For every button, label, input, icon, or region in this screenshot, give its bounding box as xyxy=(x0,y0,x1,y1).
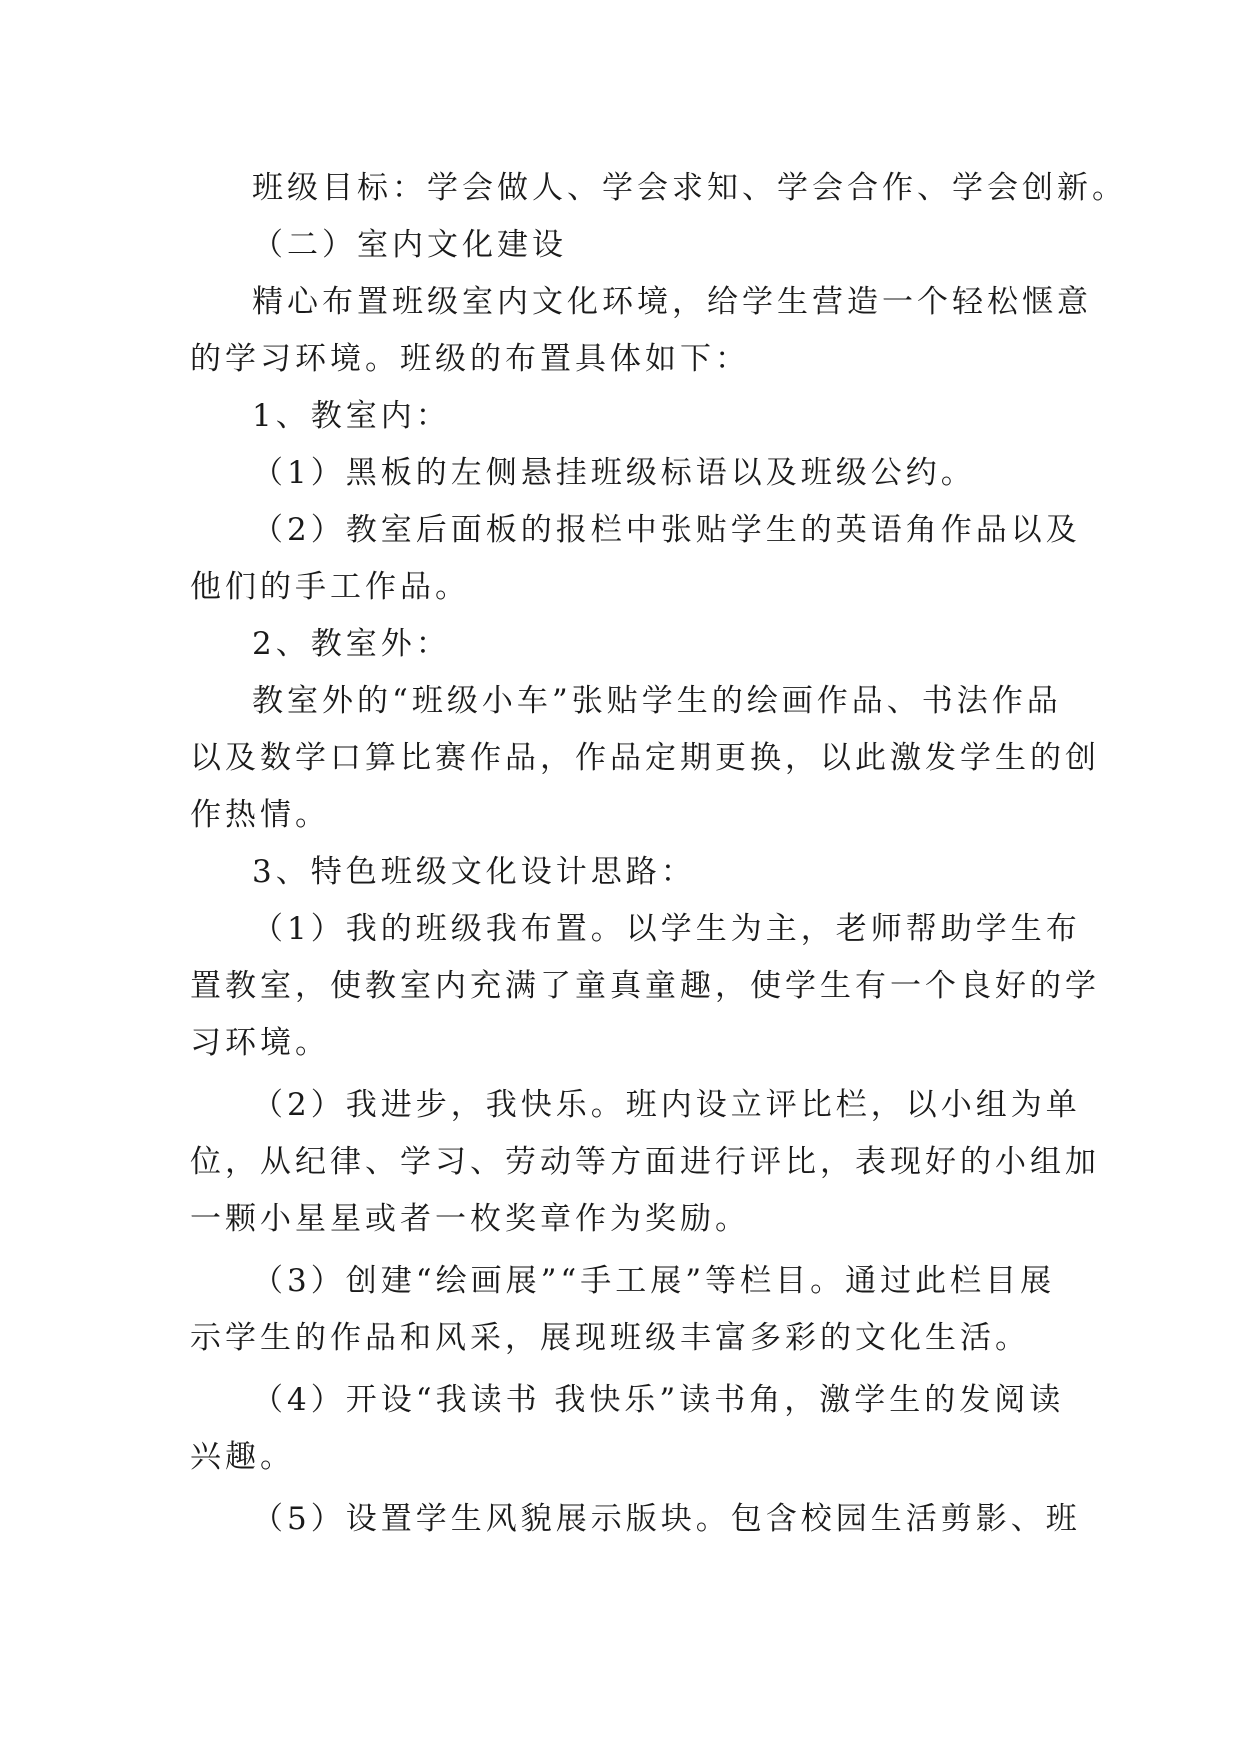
paragraph-line: 兴趣。 xyxy=(190,1439,295,1475)
section-heading: （二）室内文化建设 xyxy=(252,227,567,263)
list-item: （1）我的班级我布置。以学生为主，老师帮助学生布 xyxy=(252,911,1081,947)
paragraph-line: 的学习环境。班级的布置具体如下： xyxy=(190,341,750,377)
list-heading: 2、教室外： xyxy=(252,626,451,662)
paragraph-line: 示学生的作品和风采，展现班级丰富多彩的文化生活。 xyxy=(190,1320,1030,1356)
paragraph-line: 班级目标：学会做人、学会求知、学会合作、学会创新。 xyxy=(252,170,1127,206)
list-item: （5）设置学生风貌展示版块。包含校园生活剪影、班 xyxy=(252,1501,1081,1537)
paragraph-line: 作热情。 xyxy=(190,797,330,833)
paragraph-line: 教室外的“班级小车”张贴学生的绘画作品、书法作品 xyxy=(252,683,1062,719)
list-heading: 3、特色班级文化设计思路： xyxy=(252,854,696,890)
list-item: （4）开设“我读书 我快乐”读书角，激学生的发阅读 xyxy=(252,1382,1065,1418)
paragraph-line: 位，从纪律、学习、劳动等方面进行评比，表现好的小组加 xyxy=(190,1144,1100,1180)
list-heading: 1、教室内： xyxy=(252,398,451,434)
list-item: （2）我进步，我快乐。班内设立评比栏，以小组为单 xyxy=(252,1087,1081,1123)
list-item: （3）创建“绘画展”“手工展”等栏目。通过此栏目展 xyxy=(252,1263,1056,1299)
paragraph-line: 习环境。 xyxy=(190,1025,330,1061)
paragraph-line: 置教室，使教室内充满了童真童趣，使学生有一个良好的学 xyxy=(190,968,1100,1004)
list-item: （2）教室后面板的报栏中张贴学生的英语角作品以及 xyxy=(252,512,1081,548)
paragraph-line: 一颗小星星或者一枚奖章作为奖励。 xyxy=(190,1201,750,1237)
paragraph-line: 精心布置班级室内文化环境，给学生营造一个轻松惬意 xyxy=(252,284,1092,320)
list-item: （1）黑板的左侧悬挂班级标语以及班级公约。 xyxy=(252,455,976,491)
paragraph-line: 他们的手工作品。 xyxy=(190,569,470,605)
paragraph-line: 以及数学口算比赛作品，作品定期更换，以此激发学生的创 xyxy=(190,740,1100,776)
